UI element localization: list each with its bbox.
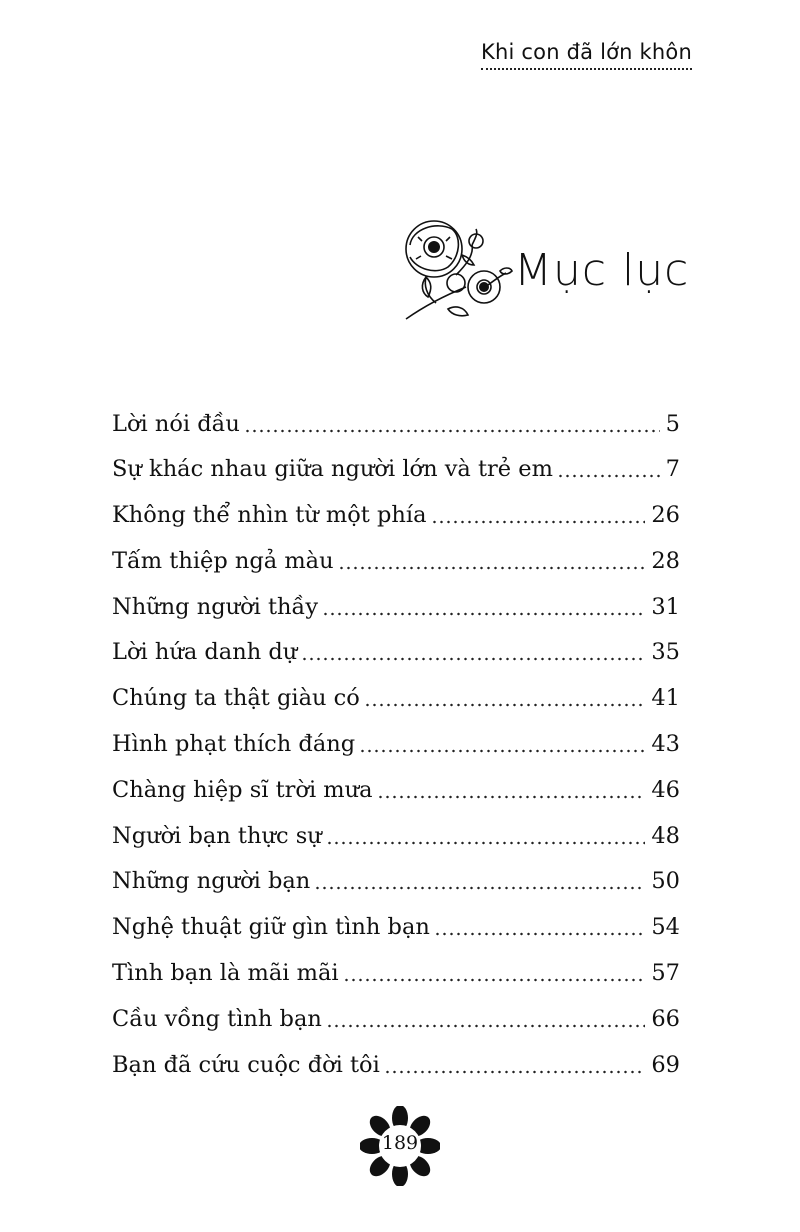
toc-entry-title: Không thể nhìn từ một phía <box>112 502 427 529</box>
toc-entry-page: 26 <box>651 502 680 529</box>
toc-entry[interactable] <box>112 637 680 683</box>
dot-leader <box>384 1051 646 1074</box>
dot-leader <box>343 960 646 983</box>
toc-entry-page: 41 <box>651 685 680 712</box>
toc-entry-page: 50 <box>651 868 680 895</box>
toc-entry-title: Những người thầy <box>112 593 319 620</box>
toc-entry[interactable] <box>112 866 680 912</box>
dot-leader <box>326 822 646 845</box>
running-header: Khi con đã lớn khôn <box>481 40 692 70</box>
toc-entry-title: Người bạn thực sự <box>112 822 322 849</box>
toc-entry-page: 28 <box>651 547 680 574</box>
toc-entry-page: 31 <box>651 593 680 620</box>
toc-entry[interactable] <box>112 1049 680 1095</box>
dot-leader <box>244 410 660 433</box>
toc-entry-title: Nghệ thuật giữ gìn tình bạn <box>112 914 430 941</box>
toc-entry[interactable] <box>112 683 680 729</box>
toc-entry-page: 48 <box>651 822 680 849</box>
toc-entry-title: Lời nói đầu <box>112 410 240 437</box>
toc-entry[interactable] <box>112 1003 680 1049</box>
toc-entry-page: 57 <box>651 960 680 987</box>
toc-entry-title: Chúng ta thật giàu có <box>112 685 360 712</box>
toc-entry[interactable] <box>112 820 680 866</box>
toc-entry[interactable] <box>112 545 680 591</box>
toc-entry[interactable] <box>112 729 680 775</box>
title-block <box>396 215 706 325</box>
toc-entry-title: Hình phạt thích đáng <box>112 731 356 758</box>
toc-entry[interactable] <box>112 454 680 500</box>
toc-entry[interactable] <box>112 591 680 637</box>
dot-leader <box>301 639 645 662</box>
dot-leader <box>431 502 646 525</box>
dot-leader <box>364 685 646 708</box>
dot-leader <box>326 1005 646 1028</box>
toc-entry-page: 66 <box>651 1005 680 1032</box>
toc-entry-page: 7 <box>665 456 680 483</box>
toc-entry[interactable] <box>112 958 680 1004</box>
table-of-contents <box>112 408 680 1095</box>
toc-entry[interactable] <box>112 774 680 820</box>
toc-entry-title: Những người bạn <box>112 868 311 895</box>
page-number: 189 <box>381 1132 419 1154</box>
toc-entry-page: 43 <box>651 731 680 758</box>
toc-entry-page: 46 <box>651 776 680 803</box>
toc-entry-title: Bạn đã cứu cuộc đời tôi <box>112 1051 380 1078</box>
toc-entry-title: Tấm thiệp ngả màu <box>112 547 334 574</box>
dot-leader <box>434 914 646 937</box>
dot-leader <box>377 776 646 799</box>
toc-entry[interactable] <box>112 408 680 454</box>
toc-entry-page: 54 <box>651 914 680 941</box>
toc-entry-title: Sự khác nhau giữa người lớn và trẻ em <box>112 456 553 483</box>
dot-leader <box>557 456 660 479</box>
toc-entry-title: Tình bạn là mãi mãi <box>112 960 339 987</box>
toc-entry-page: 69 <box>651 1051 680 1078</box>
rose-flower-icon <box>396 215 514 325</box>
toc-entry-title: Chàng hiệp sĩ trời mưa <box>112 776 373 803</box>
toc-entry-page: 35 <box>651 639 680 666</box>
dot-leader <box>338 547 646 570</box>
toc-entry[interactable] <box>112 912 680 958</box>
dot-leader <box>322 593 645 616</box>
toc-entry-title: Lời hứa danh dự <box>112 639 298 666</box>
toc-entry-title: Cầu vồng tình bạn <box>112 1005 322 1032</box>
toc-entry-page: 5 <box>665 410 680 437</box>
page-title: Mục lục <box>514 245 690 296</box>
dot-leader <box>314 868 645 891</box>
dot-leader <box>359 731 645 754</box>
page-number-ornament <box>360 1106 440 1186</box>
toc-entry[interactable] <box>112 500 680 546</box>
